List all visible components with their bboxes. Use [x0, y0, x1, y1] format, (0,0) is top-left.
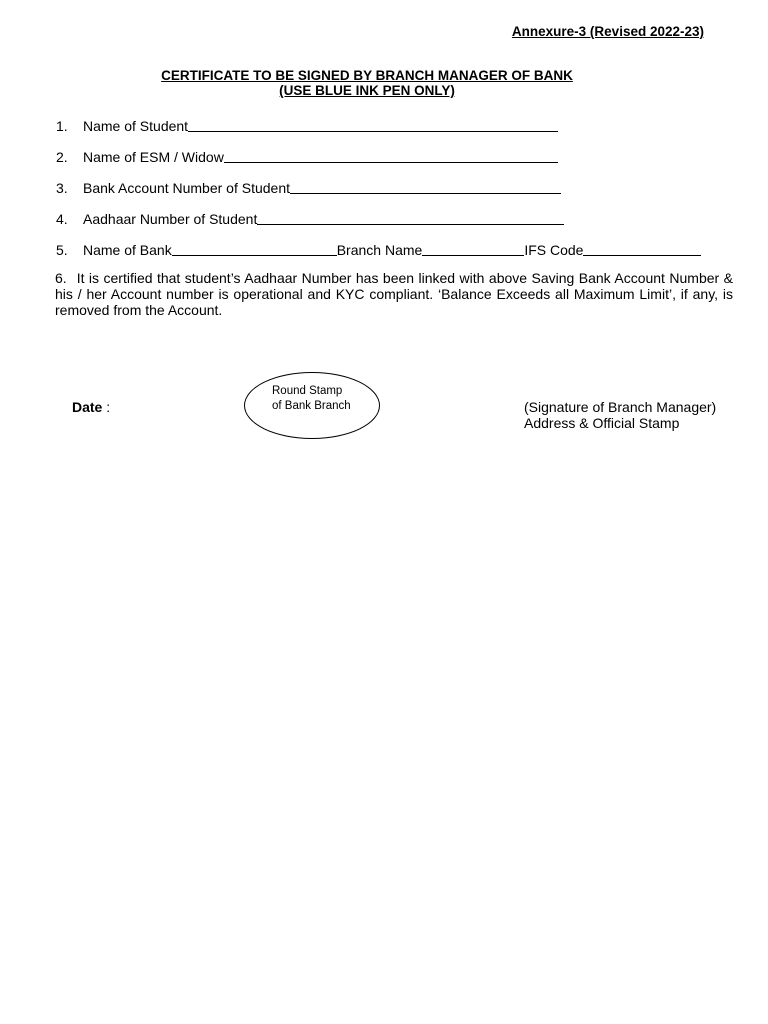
branch-name-label: Branch Name [336, 242, 423, 258]
esm-widow-blank-line[interactable] [224, 148, 558, 163]
aadhaar-blank-line[interactable] [257, 210, 564, 225]
signature-line-2: Address & Official Stamp [524, 415, 680, 431]
ifs-code-label: IFS Code [524, 242, 584, 258]
branch-name-blank-line[interactable] [422, 241, 524, 256]
signature-block [524, 399, 716, 431]
field-label: Bank Account Number of Student [83, 180, 291, 196]
annexure-label: Annexure-3 (Revised 2022-23) [511, 24, 704, 39]
title-line-1: CERTIFICATE TO BE SIGNED BY BRANCH MANAGER OF BANK [161, 68, 573, 83]
field-bank-account-number [56, 179, 561, 196]
field-number: 1. [56, 118, 68, 134]
field-label: Name of Student [83, 118, 189, 134]
field-label: Name of ESM / Widow [83, 149, 224, 165]
field-label: Aadhaar Number of Student [83, 211, 258, 227]
stamp-line-2: of Bank Branch [272, 400, 351, 412]
certification-text: It is certified that student’s Aadhaar Number has been linked with above Saving Bank Account Number & his / her Account number is operational and KYC compliant. ‘Balance Exceeds all Maximum Limit’, if any, is removed from the Account. [55, 270, 733, 318]
date-label: Date [72, 399, 103, 415]
field-number: 5. [56, 242, 68, 258]
bank-name-label: Name of Bank [83, 242, 172, 258]
field-number: 3. [56, 180, 68, 196]
stamp-line-1: Round Stamp [272, 385, 343, 397]
signature-line-1: (Signature of Branch Manager) [524, 399, 717, 415]
certification-paragraph [55, 270, 733, 318]
ifs-code-blank-line[interactable] [583, 241, 701, 256]
field-number: 4. [56, 211, 68, 227]
date-field [72, 399, 110, 415]
stamp-text [272, 384, 351, 414]
certificate-title [0, 68, 734, 98]
field-esm-widow-name [56, 148, 558, 165]
field-student-name [56, 117, 558, 134]
round-stamp-placeholder [244, 372, 380, 439]
account-number-blank-line[interactable] [290, 179, 561, 194]
bank-name-blank-line[interactable] [172, 241, 337, 256]
paragraph-number: 6. [55, 270, 67, 286]
field-number: 2. [56, 149, 68, 165]
date-colon: : [106, 399, 111, 415]
field-aadhaar-number [56, 210, 564, 227]
field-bank-details [56, 241, 701, 258]
student-name-blank-line[interactable] [188, 117, 558, 132]
title-line-2: (USE BLUE INK PEN ONLY) [279, 83, 455, 98]
